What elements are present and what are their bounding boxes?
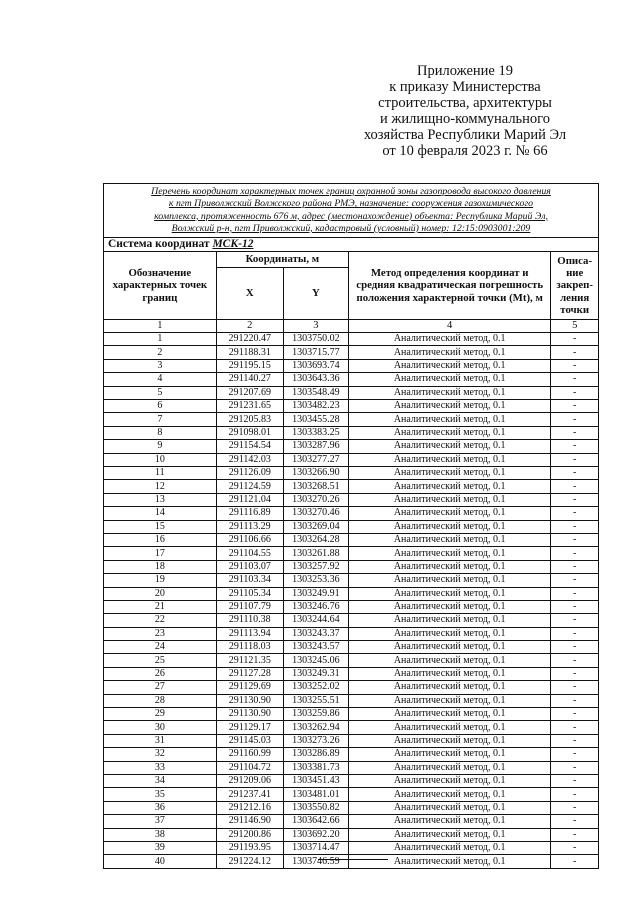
x-coordinate-cell: 291121.04 — [216, 493, 283, 506]
x-coordinate-cell: 291116.89 — [216, 507, 283, 520]
point-number-cell: 5 — [104, 386, 216, 399]
table-row — [104, 400, 598, 413]
fixation-cell: - — [551, 359, 598, 372]
y-coordinate-cell: 1303550.82 — [283, 801, 348, 814]
fixation-cell: - — [551, 440, 598, 453]
y-coordinate-cell: 1303246.76 — [283, 600, 348, 613]
header-fixation: Описа-ние закреп-ления точки — [551, 252, 598, 319]
fixation-cell: - — [551, 493, 598, 506]
x-coordinate-cell: 291205.83 — [216, 413, 283, 426]
fixation-cell: - — [551, 815, 598, 828]
y-coordinate-cell: 1303548.49 — [283, 386, 348, 399]
point-number-cell: 18 — [104, 560, 216, 573]
table-row — [104, 641, 598, 654]
method-cell: Аналитический метод, 0.1 — [348, 801, 550, 814]
table-row — [104, 413, 598, 426]
point-number-cell: 24 — [104, 641, 216, 654]
fixation-cell: - — [551, 426, 598, 439]
appendix-block — [340, 63, 590, 159]
x-coordinate-cell: 291129.69 — [216, 681, 283, 694]
point-number-cell: 15 — [104, 520, 216, 533]
table-row — [104, 734, 598, 747]
y-coordinate-cell: 1303286.89 — [283, 748, 348, 761]
table-row — [104, 560, 598, 573]
method-cell: Аналитический метод, 0.1 — [348, 480, 550, 493]
fixation-cell: - — [551, 386, 598, 399]
table-row — [104, 614, 598, 627]
point-number-cell: 28 — [104, 694, 216, 707]
point-number-cell: 37 — [104, 815, 216, 828]
coordinate-system-label: Система координат — [108, 238, 210, 251]
fixation-cell: - — [551, 333, 598, 346]
x-coordinate-cell: 291113.29 — [216, 520, 283, 533]
table-row — [104, 841, 598, 854]
table-row — [104, 426, 598, 439]
column-number: 5 — [551, 319, 598, 332]
fixation-cell: - — [551, 400, 598, 413]
x-coordinate-cell: 291220.47 — [216, 333, 283, 346]
point-number-cell: 2 — [104, 346, 216, 359]
point-number-cell: 9 — [104, 440, 216, 453]
x-coordinate-cell: 291193.95 — [216, 841, 283, 854]
appendix-line: и жилищно-коммунального — [379, 111, 551, 127]
column-number: 4 — [348, 319, 550, 332]
coordinates-document-frame — [103, 183, 599, 869]
caption-line: к пгт Приволжский Волжского района РМЭ, назначение: сооружения газохимического — [168, 198, 534, 210]
fixation-cell: - — [551, 373, 598, 386]
point-number-cell: 20 — [104, 587, 216, 600]
method-cell: Аналитический метод, 0.1 — [348, 855, 550, 868]
y-coordinate-cell: 1303249.91 — [283, 587, 348, 600]
x-coordinate-cell: 291110.38 — [216, 614, 283, 627]
fixation-cell: - — [551, 413, 598, 426]
fixation-cell: - — [551, 560, 598, 573]
fixation-cell: - — [551, 520, 598, 533]
y-coordinate-cell: 1303642.66 — [283, 815, 348, 828]
x-coordinate-cell: 291140.27 — [216, 373, 283, 386]
point-number-cell: 10 — [104, 453, 216, 466]
method-cell: Аналитический метод, 0.1 — [348, 815, 550, 828]
caption-line: Перечень координат характерных точек границ охранной зоны газопровода высокого давления — [151, 186, 551, 197]
column-number: 1 — [104, 319, 216, 332]
x-coordinate-cell: 291121.35 — [216, 654, 283, 667]
x-coordinate-cell: 291154.54 — [216, 440, 283, 453]
table-row — [104, 386, 598, 399]
point-number-cell: 16 — [104, 533, 216, 546]
y-coordinate-cell: 1303750.02 — [283, 333, 348, 346]
y-coordinate-cell: 1303693.74 — [283, 359, 348, 372]
point-number-cell: 39 — [104, 841, 216, 854]
y-coordinate-cell: 1303482.23 — [283, 400, 348, 413]
fixation-cell: - — [551, 547, 598, 560]
appendix-line: к приказу Министерства — [389, 79, 541, 95]
coordinates-table — [104, 252, 598, 868]
fixation-cell: - — [551, 587, 598, 600]
appendix-line: хозяйства Республики Марий Эл — [363, 127, 567, 143]
y-coordinate-cell: 1303715.77 — [283, 346, 348, 359]
x-coordinate-cell: 291212.16 — [216, 801, 283, 814]
fixation-cell: - — [551, 694, 598, 707]
header-y: Y — [283, 267, 348, 319]
y-coordinate-cell: 1303266.90 — [283, 466, 348, 479]
method-cell: Аналитический метод, 0.1 — [348, 681, 550, 694]
point-number-cell: 11 — [104, 466, 216, 479]
table-row — [104, 533, 598, 546]
x-coordinate-cell: 291104.72 — [216, 761, 283, 774]
x-coordinate-cell: 291127.28 — [216, 667, 283, 680]
point-number-cell: 13 — [104, 493, 216, 506]
method-cell: Аналитический метод, 0.1 — [348, 600, 550, 613]
x-coordinate-cell: 291130.90 — [216, 708, 283, 721]
table-row — [104, 761, 598, 774]
point-number-cell: 36 — [104, 801, 216, 814]
method-cell: Аналитический метод, 0.1 — [348, 788, 550, 801]
method-cell: Аналитический метод, 0.1 — [348, 587, 550, 600]
x-coordinate-cell: 291106.66 — [216, 533, 283, 546]
y-coordinate-cell: 1303692.20 — [283, 828, 348, 841]
fixation-cell: - — [551, 600, 598, 613]
point-number-cell: 19 — [104, 574, 216, 587]
point-number-cell: 6 — [104, 400, 216, 413]
x-coordinate-cell: 291130.90 — [216, 694, 283, 707]
fixation-cell: - — [551, 774, 598, 787]
x-coordinate-cell: 291103.07 — [216, 560, 283, 573]
method-cell: Аналитический метод, 0.1 — [348, 694, 550, 707]
method-cell: Аналитический метод, 0.1 — [348, 560, 550, 573]
point-number-cell: 14 — [104, 507, 216, 520]
table-row — [104, 788, 598, 801]
x-coordinate-cell: 291142.03 — [216, 453, 283, 466]
method-cell: Аналитический метод, 0.1 — [348, 386, 550, 399]
fixation-cell: - — [551, 667, 598, 680]
x-coordinate-cell: 291209.06 — [216, 774, 283, 787]
fixation-cell: - — [551, 748, 598, 761]
point-number-cell: 7 — [104, 413, 216, 426]
footer-divider — [318, 859, 388, 860]
x-coordinate-cell: 291107.79 — [216, 600, 283, 613]
table-row — [104, 466, 598, 479]
table-row — [104, 507, 598, 520]
x-coordinate-cell: 291113.94 — [216, 627, 283, 640]
y-coordinate-cell: 1303383.25 — [283, 426, 348, 439]
x-coordinate-cell: 291207.69 — [216, 386, 283, 399]
y-coordinate-cell: 1303257.92 — [283, 560, 348, 573]
y-coordinate-cell: 1303481.01 — [283, 788, 348, 801]
y-coordinate-cell: 1303451.43 — [283, 774, 348, 787]
x-coordinate-cell: 291195.15 — [216, 359, 283, 372]
table-row — [104, 480, 598, 493]
y-coordinate-cell: 1303270.26 — [283, 493, 348, 506]
point-number-cell: 40 — [104, 855, 216, 868]
x-coordinate-cell: 291098.01 — [216, 426, 283, 439]
method-cell: Аналитический метод, 0.1 — [348, 641, 550, 654]
fixation-cell: - — [551, 654, 598, 667]
header-method: Метод определения координат и средняя квадратическая погрешность положения характерной точки (Mt), м — [348, 252, 550, 319]
fixation-cell: - — [551, 788, 598, 801]
table-row — [104, 587, 598, 600]
y-coordinate-cell: 1303270.46 — [283, 507, 348, 520]
header-coordinates: Координаты, м — [216, 252, 348, 267]
point-number-cell: 12 — [104, 480, 216, 493]
method-cell: Аналитический метод, 0.1 — [348, 721, 550, 734]
document-caption — [104, 184, 598, 238]
appendix-line: строительства, архитектуры — [378, 95, 552, 111]
y-coordinate-cell: 1303243.57 — [283, 641, 348, 654]
method-cell: Аналитический метод, 0.1 — [348, 346, 550, 359]
x-coordinate-cell: 291188.31 — [216, 346, 283, 359]
method-cell: Аналитический метод, 0.1 — [348, 654, 550, 667]
point-number-cell: 27 — [104, 681, 216, 694]
point-number-cell: 33 — [104, 761, 216, 774]
fixation-cell: - — [551, 627, 598, 640]
x-coordinate-cell: 291224.12 — [216, 855, 283, 868]
x-coordinate-cell: 291129.17 — [216, 721, 283, 734]
table-row — [104, 359, 598, 372]
x-coordinate-cell: 291146.90 — [216, 815, 283, 828]
method-cell: Аналитический метод, 0.1 — [348, 400, 550, 413]
y-coordinate-cell: 1303243.37 — [283, 627, 348, 640]
point-number-cell: 4 — [104, 373, 216, 386]
method-cell: Аналитический метод, 0.1 — [348, 426, 550, 439]
y-coordinate-cell: 1303244.64 — [283, 614, 348, 627]
table-row — [104, 453, 598, 466]
method-cell: Аналитический метод, 0.1 — [348, 774, 550, 787]
table-row — [104, 801, 598, 814]
method-cell: Аналитический метод, 0.1 — [348, 667, 550, 680]
x-coordinate-cell: 291160.99 — [216, 748, 283, 761]
method-cell: Аналитический метод, 0.1 — [348, 574, 550, 587]
fixation-cell: - — [551, 641, 598, 654]
fixation-cell: - — [551, 828, 598, 841]
method-cell: Аналитический метод, 0.1 — [348, 748, 550, 761]
method-cell: Аналитический метод, 0.1 — [348, 373, 550, 386]
method-cell: Аналитический метод, 0.1 — [348, 520, 550, 533]
fixation-cell: - — [551, 734, 598, 747]
method-cell: Аналитический метод, 0.1 — [348, 493, 550, 506]
fixation-cell: - — [551, 841, 598, 854]
table-row — [104, 721, 598, 734]
point-number-cell: 32 — [104, 748, 216, 761]
table-row — [104, 667, 598, 680]
fixation-cell: - — [551, 708, 598, 721]
table-row — [104, 748, 598, 761]
x-coordinate-cell: 291126.09 — [216, 466, 283, 479]
y-coordinate-cell: 1303746.59 — [283, 855, 348, 868]
x-coordinate-cell: 291237.41 — [216, 788, 283, 801]
coordinate-system-value: МСК-12 — [212, 238, 254, 251]
fixation-cell: - — [551, 480, 598, 493]
y-coordinate-cell: 1303287.96 — [283, 440, 348, 453]
caption-line: Волжский р-н, пгт Приволжский, кадастровый (условный) номер: 12:15:0903001:209 — [171, 222, 531, 234]
table-row — [104, 694, 598, 707]
y-coordinate-cell: 1303259.86 — [283, 708, 348, 721]
fixation-cell: - — [551, 453, 598, 466]
column-number: 3 — [283, 319, 348, 332]
point-number-cell: 25 — [104, 654, 216, 667]
y-coordinate-cell: 1303245.06 — [283, 654, 348, 667]
fixation-cell: - — [551, 855, 598, 868]
point-number-cell: 3 — [104, 359, 216, 372]
y-coordinate-cell: 1303252.02 — [283, 681, 348, 694]
x-coordinate-cell: 291231.65 — [216, 400, 283, 413]
point-number-cell: 21 — [104, 600, 216, 613]
table-row — [104, 333, 598, 346]
method-cell: Аналитический метод, 0.1 — [348, 708, 550, 721]
point-number-cell: 34 — [104, 774, 216, 787]
table-row — [104, 346, 598, 359]
table-row — [104, 654, 598, 667]
point-number-cell: 35 — [104, 788, 216, 801]
method-cell: Аналитический метод, 0.1 — [348, 507, 550, 520]
method-cell: Аналитический метод, 0.1 — [348, 413, 550, 426]
method-cell: Аналитический метод, 0.1 — [348, 734, 550, 747]
y-coordinate-cell: 1303268.51 — [283, 480, 348, 493]
table-row — [104, 815, 598, 828]
column-number: 2 — [216, 319, 283, 332]
y-coordinate-cell: 1303714.47 — [283, 841, 348, 854]
caption-line: комплекса, протяженность 676 м, адрес (местонахождение) объекта: Республика Марий Эл, — [154, 210, 548, 222]
y-coordinate-cell: 1303277.27 — [283, 453, 348, 466]
y-coordinate-cell: 1303273.26 — [283, 734, 348, 747]
fixation-cell: - — [551, 533, 598, 546]
method-cell: Аналитический метод, 0.1 — [348, 627, 550, 640]
y-coordinate-cell: 1303262.94 — [283, 721, 348, 734]
method-cell: Аналитический метод, 0.1 — [348, 359, 550, 372]
x-coordinate-cell: 291118.03 — [216, 641, 283, 654]
method-cell: Аналитический метод, 0.1 — [348, 440, 550, 453]
point-number-cell: 38 — [104, 828, 216, 841]
table-row — [104, 855, 598, 868]
y-coordinate-cell: 1303455.28 — [283, 413, 348, 426]
x-coordinate-cell: 291200.86 — [216, 828, 283, 841]
fixation-cell: - — [551, 466, 598, 479]
fixation-cell: - — [551, 681, 598, 694]
fixation-cell: - — [551, 761, 598, 774]
table-row — [104, 681, 598, 694]
method-cell: Аналитический метод, 0.1 — [348, 333, 550, 346]
x-coordinate-cell: 291105.34 — [216, 587, 283, 600]
appendix-line: Приложение 19 — [417, 63, 513, 79]
coordinate-system-row — [104, 238, 598, 252]
table-row — [104, 493, 598, 506]
x-coordinate-cell: 291124.59 — [216, 480, 283, 493]
y-coordinate-cell: 1303269.04 — [283, 520, 348, 533]
method-cell: Аналитический метод, 0.1 — [348, 466, 550, 479]
y-coordinate-cell: 1303253.36 — [283, 574, 348, 587]
y-coordinate-cell: 1303255.51 — [283, 694, 348, 707]
fixation-cell: - — [551, 346, 598, 359]
point-number-cell: 1 — [104, 333, 216, 346]
point-number-cell: 30 — [104, 721, 216, 734]
method-cell: Аналитический метод, 0.1 — [348, 828, 550, 841]
method-cell: Аналитический метод, 0.1 — [348, 761, 550, 774]
appendix-line: от 10 февраля 2023 г. № 66 — [382, 143, 548, 159]
point-number-cell: 26 — [104, 667, 216, 680]
fixation-cell: - — [551, 801, 598, 814]
method-cell: Аналитический метод, 0.1 — [348, 547, 550, 560]
y-coordinate-cell: 1303249.31 — [283, 667, 348, 680]
fixation-cell: - — [551, 507, 598, 520]
fixation-cell: - — [551, 721, 598, 734]
point-number-cell: 22 — [104, 614, 216, 627]
y-coordinate-cell: 1303643.36 — [283, 373, 348, 386]
y-coordinate-cell: 1303261.88 — [283, 547, 348, 560]
table-row — [104, 547, 598, 560]
fixation-cell: - — [551, 614, 598, 627]
x-coordinate-cell: 291104.55 — [216, 547, 283, 560]
x-coordinate-cell: 291103.34 — [216, 574, 283, 587]
header-point-designation: Обозначение характерных точек границ — [104, 252, 216, 319]
point-number-cell: 23 — [104, 627, 216, 640]
table-body — [104, 319, 598, 868]
point-number-cell: 29 — [104, 708, 216, 721]
table-row — [104, 373, 598, 386]
method-cell: Аналитический метод, 0.1 — [348, 453, 550, 466]
column-number-row — [104, 319, 598, 332]
table-row — [104, 627, 598, 640]
y-coordinate-cell: 1303264.28 — [283, 533, 348, 546]
table-row — [104, 708, 598, 721]
table-row — [104, 774, 598, 787]
table-row — [104, 828, 598, 841]
point-number-cell: 31 — [104, 734, 216, 747]
header-x: X — [216, 267, 283, 319]
table-row — [104, 520, 598, 533]
x-coordinate-cell: 291145.03 — [216, 734, 283, 747]
method-cell: Аналитический метод, 0.1 — [348, 614, 550, 627]
table-row — [104, 600, 598, 613]
y-coordinate-cell: 1303381.73 — [283, 761, 348, 774]
point-number-cell: 17 — [104, 547, 216, 560]
method-cell: Аналитический метод, 0.1 — [348, 533, 550, 546]
table-row — [104, 440, 598, 453]
method-cell: Аналитический метод, 0.1 — [348, 841, 550, 854]
fixation-cell: - — [551, 574, 598, 587]
point-number-cell: 8 — [104, 426, 216, 439]
table-row — [104, 574, 598, 587]
